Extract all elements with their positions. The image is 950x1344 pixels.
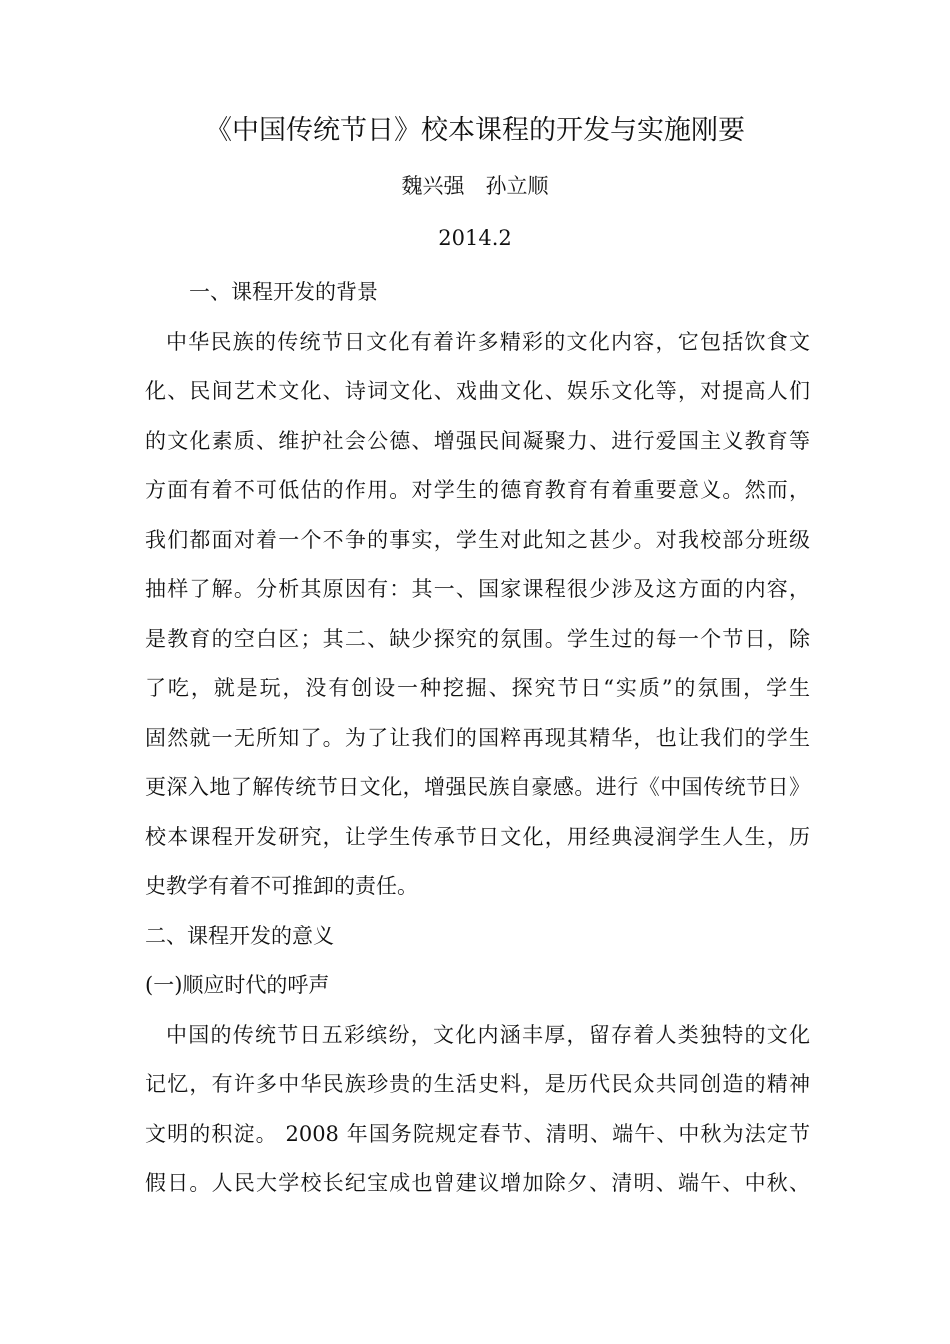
text-line: 假日。人民大学校长纪宝成也曾建议增加除夕、清明、端午、中秋、 xyxy=(145,1171,810,1195)
text-line: 是教育的空白区；其二、缺少探究的氛围。学生过的每一个节日，除 xyxy=(145,626,810,651)
text-line: 二、课程开发的意义 xyxy=(145,923,334,948)
text-line: 文明的积淀。 2008 年国务院规定春节、清明、端午、中秋为法定节 xyxy=(145,1121,810,1146)
text-line: 化、民间艺术文化、诗词文化、戏曲文化、娱乐文化等，对提高人们 xyxy=(145,379,810,403)
document-date: 2014.2 xyxy=(438,226,512,250)
text-line: 记忆，有许多中华民族珍贵的生活史料，是历代民众共同创造的精神 xyxy=(145,1072,810,1096)
text-line: (一)顺应时代的呼声 xyxy=(145,973,330,997)
document-body xyxy=(145,268,810,1209)
text-line: 我们都面对着一个不争的事实，学生对此知之甚少。对我校部分班级 xyxy=(145,527,810,552)
text-line: 了吃，就是玩，没有创设一种挖掘、探究节日“实质”的氛围，学生 xyxy=(145,676,810,700)
text-line: 方面有着不可低估的作用。对学生的德育教育有着重要意义。然而， xyxy=(145,478,810,502)
document-title: 《中国传统节日》校本课程的开发与实施刚要 xyxy=(205,115,745,146)
text-line: 校本课程开发研究，让学生传承节日文化，用经典浸润学生人生，历 xyxy=(145,824,810,849)
document-authors: 魏兴强 孙立顺 xyxy=(401,174,549,198)
text-line: 固然就一无所知了。为了让我们的国粹再现其精华，也让我们的学生 xyxy=(145,725,810,750)
text-line: 的文化素质、维护社会公德、增强民间凝聚力、进行爱国主义教育等 xyxy=(145,428,810,453)
text-line: 史教学有着不可推卸的责任。 xyxy=(145,874,418,898)
text-line: 中华民族的传统节日文化有着许多精彩的文化内容，它包括饮食文 xyxy=(166,329,810,354)
text-line: 一、课程开发的背景 xyxy=(189,280,378,304)
text-line: 更深入地了解传统节日文化，增强民族自豪感。进行《中国传统节日》 xyxy=(145,775,810,799)
text-line: 抽样了解。分析其原因有：其一、国家课程很少涉及这方面的内容， xyxy=(145,577,810,601)
text-line: 中国的传统节日五彩缤纷，文化内涵丰厚，留存着人类独特的文化 xyxy=(166,1022,810,1047)
